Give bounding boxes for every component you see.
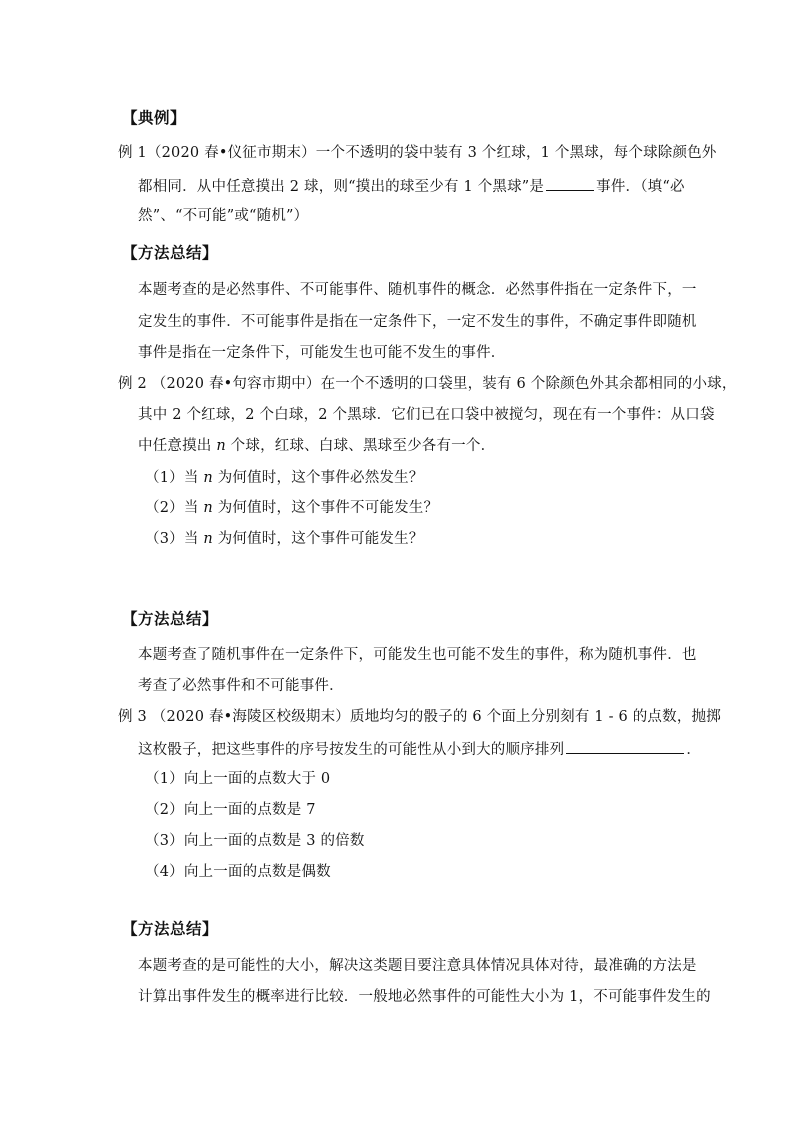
q2-before: （2）当: [145, 500, 204, 516]
method3-line2: 计算出事件发生的概率进行比较．一般地必然事件的可能性大小为 1，不可能事件发生的: [138, 989, 711, 1005]
ex2-question-2: [145, 498, 438, 518]
ex3-option-3: （3）向上一面的点数是 3 的倍数: [145, 833, 365, 849]
var-n: n: [203, 470, 213, 486]
ex1-line1: 例 1（2020 春•仪征市期末）一个不透明的袋中装有 3 个红球，1 个黑球，每个球除颜色外: [118, 145, 717, 161]
method1-line3: 事件是指在一定条件下，可能发生也可能不发生的事件．: [138, 345, 506, 361]
method1-line1: 本题考查的是必然事件、不可能事件、随机事件的概念．必然事件指在一定条件下，一: [138, 282, 697, 298]
ex2-line3: [138, 436, 495, 456]
ex2-question-1: [145, 468, 424, 488]
ex1-line3: 然”、“不可能”或“随机”）: [138, 208, 309, 224]
var-n: n: [203, 500, 213, 516]
method2-line2: 考查了必然事件和不可能事件．: [138, 678, 344, 694]
ex2-line3-after: 个球，红球、白球、黑球至少各有一个．: [225, 438, 496, 454]
ex3-option-1: （1）向上一面的点数大于 0: [145, 771, 331, 787]
var-n: n: [203, 531, 213, 547]
method1-heading: 【方法总结】: [122, 244, 219, 262]
example-heading: 【典例】: [122, 109, 187, 127]
ex3-answer-blank: [566, 738, 684, 754]
ex3-option-4: （4）向上一面的点数是偶数: [145, 864, 331, 880]
ex1-line2: [138, 175, 685, 197]
ex1-line2-before: 都相同．从中任意摸出 2 球，则“摸出的球至少有 1 个黑球”是: [138, 179, 545, 195]
ex2-question-3: [145, 529, 424, 549]
ex3-line2-after: ．: [686, 742, 702, 758]
ex3-line1: 例 3 （2020 春•海陵区校级期末）质地均匀的骰子的 6 个面上分别刻有 1 - 6 的点数，抛掷: [118, 709, 721, 725]
ex2-line1: 例 2 （2020 春•句容市期中）在一个不透明的口袋里，装有 6 个除颜色外其余都相同的小球，: [118, 376, 737, 392]
ex3-line2-before: 这枚骰子，把这些事件的序号按发生的可能性从小到大的顺序排列: [138, 742, 565, 758]
method2-line1: 本题考查了随机事件在一定条件下，可能发生也可能不发生的事件，称为随机事件．也: [138, 647, 697, 663]
ex2-line2: 其中 2 个红球，2 个白球，2 个黑球．它们已在口袋中被搅匀，现在有一个事件：从口袋: [138, 407, 715, 423]
ex3-option-2: （2）向上一面的点数是 7: [145, 802, 316, 818]
ex1-answer-blank: [546, 175, 594, 191]
method2-heading: 【方法总结】: [122, 610, 219, 628]
ex3-line2: [138, 738, 701, 760]
q2-after: 为何值时，这个事件不可能发生？: [212, 500, 439, 516]
q1-before: （1）当: [145, 470, 204, 486]
q1-after: 为何值时，这个事件必然发生？: [212, 470, 424, 486]
method3-line1: 本题考查的是可能性的大小，解决这类题目要注意具体情况具体对待，最准确的方法是: [138, 958, 697, 974]
q3-after: 为何值时，这个事件可能发生？: [212, 531, 424, 547]
method1-line2: 定发生的事件．不可能事件是指在一定条件下，一定不发生的事件，不确定事件即随机: [138, 314, 697, 330]
ex1-line2-after: 事件．（填“必: [596, 179, 685, 195]
q3-before: （3）当: [145, 531, 204, 547]
method3-heading: 【方法总结】: [122, 920, 219, 938]
ex2-line3-before: 中任意摸出: [138, 438, 217, 454]
var-n: n: [216, 438, 226, 454]
